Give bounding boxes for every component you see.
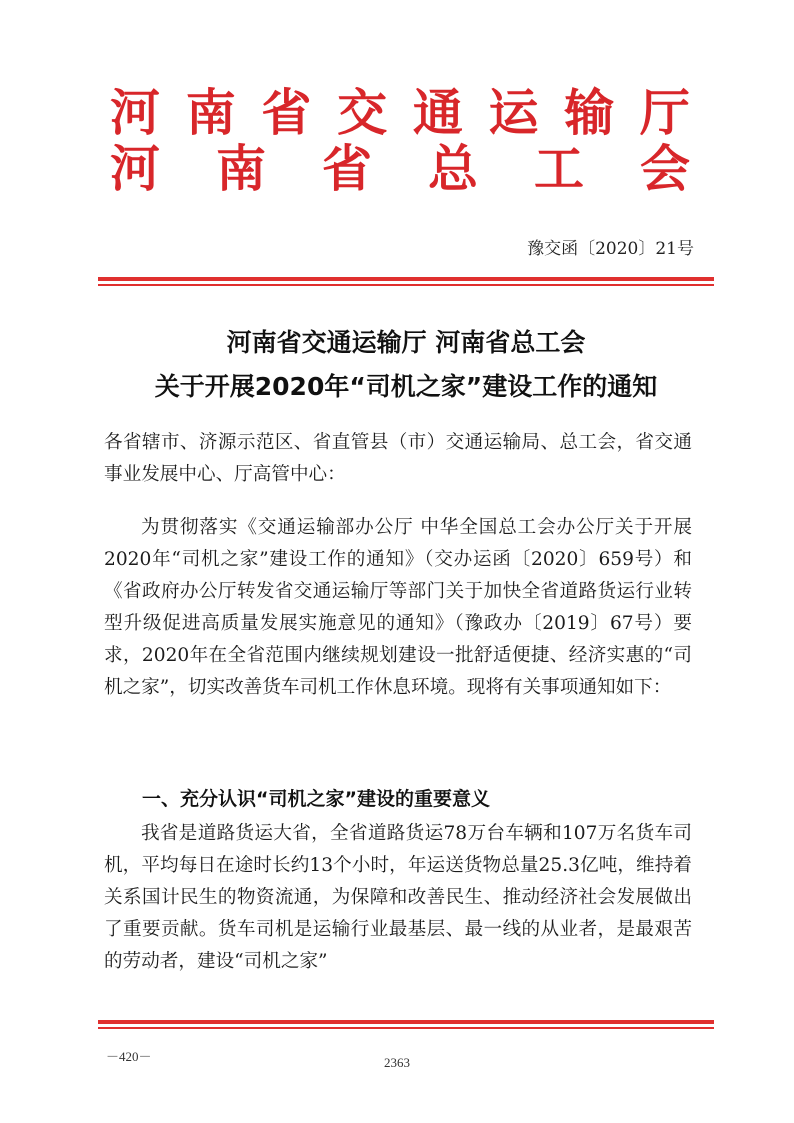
letterhead-char: 会 bbox=[640, 139, 690, 198]
letterhead-char: 运 bbox=[488, 83, 539, 142]
title-line-1: 河南省交通运输厅 河南省总工会 bbox=[226, 328, 586, 357]
letterhead-char: 省 bbox=[261, 83, 312, 142]
letterhead-char: 总 bbox=[428, 139, 478, 198]
addressees: 各省辖市、济源示范区、省直管县（市）交通运输局、总工会，省交通事业发展中心、厅高管中心： bbox=[104, 432, 692, 485]
letterhead-char: 输 bbox=[564, 83, 615, 142]
letterhead-line-1 bbox=[110, 83, 690, 142]
letterhead-char: 交 bbox=[337, 83, 388, 142]
paragraph-2: 我省是道路货运大省，全省道路货运78万台车辆和107万名货车司机，平均每日在途时长约13个小时，年运送货物总量25.3亿吨，维持着关系国计民生的物资流通，为保障和改善民生、推动经济社会发展做出了重要贡献。货车司机是运输行业最基层、最一线的从业者，是最艰苦的劳动者，建设“司机之家” bbox=[104, 823, 692, 972]
top-red-rule-thick bbox=[98, 277, 714, 281]
letterhead-char: 厅 bbox=[639, 83, 690, 142]
page-number-center: 2363 bbox=[384, 1055, 410, 1070]
title-line-2: 关于开展2020年“司机之家”建设工作的通知 bbox=[154, 372, 658, 401]
letterhead-char: 工 bbox=[534, 139, 584, 198]
bottom-red-rule-thick bbox=[98, 1020, 714, 1024]
page-number-left: －420－ bbox=[106, 1049, 152, 1064]
letterhead-char: 省 bbox=[322, 139, 372, 198]
section-1-heading: 一、充分认识“司机之家”建设的重要意义 bbox=[142, 788, 490, 810]
paragraph-1: 为贯彻落实《交通运输部办公厅 中华全国总工会办公厅关于开展2020年“司机之家”建设工作的通知》（交办运函〔2020〕659号）和《省政府办公厅转发省交通运输厅等部门关于加快全省道路货运行业转型升级促进高质量发展实施意见的通知》（豫政办〔2019〕67号）要求，2020年在全省范围内继续规划建设一批舒适便捷、经济实惠的“司机之家”，切实改善货车司机工作休息环境。现将有关事项通知如下： bbox=[104, 517, 692, 698]
letterhead-char: 河 bbox=[110, 139, 160, 198]
letterhead-char: 河 bbox=[110, 83, 160, 142]
letterhead-char: 通 bbox=[412, 83, 463, 142]
top-red-rule-thin bbox=[98, 284, 714, 286]
letterhead-line-2 bbox=[110, 139, 690, 198]
letterhead-char: 南 bbox=[216, 139, 266, 198]
letterhead-char: 南 bbox=[185, 83, 236, 142]
bottom-red-rule-thin bbox=[98, 1027, 714, 1029]
document-number: 豫交函〔2020〕21号 bbox=[527, 239, 694, 259]
